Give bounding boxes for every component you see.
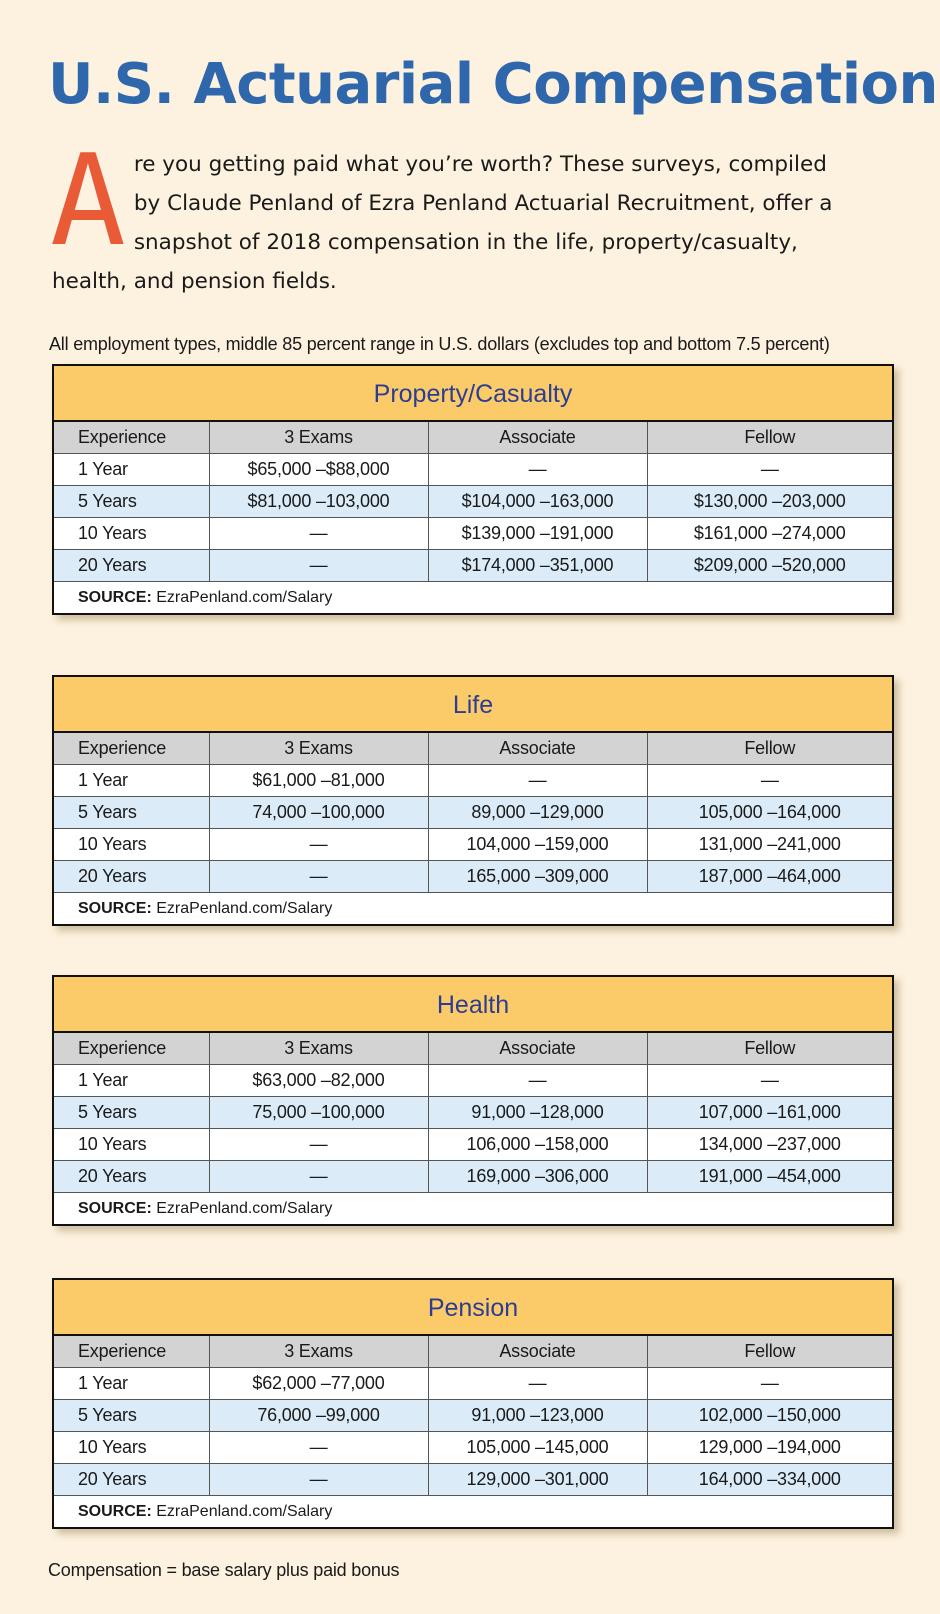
- table-cell: 91,000 –128,000: [428, 1097, 647, 1129]
- compensation-table: [54, 422, 892, 582]
- source-link: EzraPenland.com/Salary: [156, 589, 333, 606]
- column-header: Fellow: [647, 733, 892, 765]
- table-cell: 5 Years: [54, 1097, 209, 1129]
- table-cell: 5 Years: [54, 797, 209, 829]
- table-subtitle: All employment types, middle 85 percent range in U.S. dollars (excludes top and bottom 7.5 percent): [49, 334, 830, 354]
- table-cell: 10 Years: [54, 518, 209, 550]
- table-cell: —: [647, 765, 892, 797]
- source-link: EzraPenland.com/Salary: [156, 1503, 333, 1520]
- table-cell: 1 Year: [54, 1065, 209, 1097]
- table-cell: 20 Years: [54, 1464, 209, 1496]
- table-cell: 165,000 –309,000: [428, 861, 647, 893]
- table-row: [54, 1161, 892, 1193]
- table-cell: —: [209, 829, 428, 861]
- column-header: 3 Exams: [209, 1033, 428, 1065]
- table-row: [54, 1129, 892, 1161]
- table-row: [54, 829, 892, 861]
- table-cell: 91,000 –123,000: [428, 1400, 647, 1432]
- table-cell: $81,000 –103,000: [209, 486, 428, 518]
- table-row: [54, 518, 892, 550]
- table-cell: $174,000 –351,000: [428, 550, 647, 582]
- table-cell: 164,000 –334,000: [647, 1464, 892, 1496]
- table-cell: 20 Years: [54, 1161, 209, 1193]
- intro-text: re you getting paid what you’re worth? These surveys, compiled by Claude Penland of Ezra Penland Actuarial Recruitment, offer a snapshot of 2018 compensation in the life, property/casualty, health, and pension fields.: [52, 152, 833, 294]
- table-row: [54, 1368, 892, 1400]
- table-cell: $104,000 –163,000: [428, 486, 647, 518]
- table-cell: $209,000 –520,000: [647, 550, 892, 582]
- source-label: SOURCE:: [78, 1200, 152, 1217]
- table-cell: 191,000 –454,000: [647, 1161, 892, 1193]
- table-cell: $65,000 –$88,000: [209, 454, 428, 486]
- table-cell: 1 Year: [54, 765, 209, 797]
- table-cell: 5 Years: [54, 1400, 209, 1432]
- table-cell: 20 Years: [54, 861, 209, 893]
- table-header-row: [54, 733, 892, 765]
- column-header: 3 Exams: [209, 422, 428, 454]
- table-cell: 10 Years: [54, 829, 209, 861]
- table-row: [54, 1065, 892, 1097]
- table-row: [54, 861, 892, 893]
- column-header: Fellow: [647, 1033, 892, 1065]
- table-cell: $161,000 –274,000: [647, 518, 892, 550]
- table-cell: $139,000 –191,000: [428, 518, 647, 550]
- table-cell: 5 Years: [54, 486, 209, 518]
- table-cell: 10 Years: [54, 1129, 209, 1161]
- table-source: [54, 893, 892, 924]
- source-label: SOURCE:: [78, 900, 152, 917]
- table-cell: 89,000 –129,000: [428, 797, 647, 829]
- table-cell: 75,000 –100,000: [209, 1097, 428, 1129]
- table-cell: —: [428, 1065, 647, 1097]
- table-cell: —: [647, 1368, 892, 1400]
- table-cell: 107,000 –161,000: [647, 1097, 892, 1129]
- table-row: [54, 1400, 892, 1432]
- table-cell: —: [428, 454, 647, 486]
- table-cell: 104,000 –159,000: [428, 829, 647, 861]
- table-cell: $63,000 –82,000: [209, 1065, 428, 1097]
- table-property-casualty: [52, 364, 894, 615]
- table-cell: $61,000 –81,000: [209, 765, 428, 797]
- table-cell: —: [209, 861, 428, 893]
- table-row: [54, 550, 892, 582]
- source-link: EzraPenland.com/Salary: [156, 900, 333, 917]
- footnote: Compensation = base salary plus paid bonus: [48, 1560, 400, 1580]
- column-header: Experience: [54, 733, 209, 765]
- table-cell: 105,000 –145,000: [428, 1432, 647, 1464]
- table-cell: 187,000 –464,000: [647, 861, 892, 893]
- column-header: Experience: [54, 1033, 209, 1065]
- compensation-table: [54, 1033, 892, 1193]
- table-title: Pension: [54, 1280, 892, 1336]
- table-cell: 131,000 –241,000: [647, 829, 892, 861]
- table-cell: —: [428, 765, 647, 797]
- table-cell: —: [209, 550, 428, 582]
- table-cell: 20 Years: [54, 550, 209, 582]
- table-row: [54, 797, 892, 829]
- column-header: Fellow: [647, 1336, 892, 1368]
- table-source: [54, 1193, 892, 1224]
- table-cell: 169,000 –306,000: [428, 1161, 647, 1193]
- table-header-row: [54, 1033, 892, 1065]
- table-cell: 129,000 –301,000: [428, 1464, 647, 1496]
- table-cell: $62,000 –77,000: [209, 1368, 428, 1400]
- drop-cap: A: [50, 127, 126, 274]
- table-cell: —: [209, 1129, 428, 1161]
- column-header: Fellow: [647, 422, 892, 454]
- column-header: Associate: [428, 422, 647, 454]
- table-cell: —: [209, 1161, 428, 1193]
- table-cell: 10 Years: [54, 1432, 209, 1464]
- table-row: [54, 1097, 892, 1129]
- table-cell: 106,000 –158,000: [428, 1129, 647, 1161]
- table-cell: 1 Year: [54, 1368, 209, 1400]
- table-cell: 129,000 –194,000: [647, 1432, 892, 1464]
- intro-paragraph: [50, 127, 852, 301]
- table-cell: —: [209, 1464, 428, 1496]
- table-row: [54, 1464, 892, 1496]
- table-cell: 134,000 –237,000: [647, 1129, 892, 1161]
- table-cell: 76,000 –99,000: [209, 1400, 428, 1432]
- table-cell: —: [209, 1432, 428, 1464]
- table-row: [54, 1432, 892, 1464]
- column-header: Associate: [428, 733, 647, 765]
- table-cell: 1 Year: [54, 454, 209, 486]
- page-title: U.S. Actuarial Compensation: [48, 52, 938, 117]
- table-cell: —: [428, 1368, 647, 1400]
- source-label: SOURCE:: [78, 589, 152, 606]
- table-cell: $130,000 –203,000: [647, 486, 892, 518]
- table-source: [54, 1496, 892, 1527]
- column-header: Experience: [54, 1336, 209, 1368]
- table-health: [52, 975, 894, 1226]
- column-header: Experience: [54, 422, 209, 454]
- table-cell: —: [647, 1065, 892, 1097]
- compensation-table: [54, 1336, 892, 1496]
- column-header: Associate: [428, 1033, 647, 1065]
- table-row: [54, 486, 892, 518]
- source-link: EzraPenland.com/Salary: [156, 1200, 333, 1217]
- table-row: [54, 454, 892, 486]
- source-label: SOURCE:: [78, 1503, 152, 1520]
- column-header: Associate: [428, 1336, 647, 1368]
- table-cell: —: [647, 454, 892, 486]
- table-life: [52, 675, 894, 926]
- table-title: Health: [54, 977, 892, 1033]
- table-header-row: [54, 1336, 892, 1368]
- table-title: Life: [54, 677, 892, 733]
- table-pension: [52, 1278, 894, 1529]
- table-row: [54, 765, 892, 797]
- table-source: [54, 582, 892, 613]
- table-cell: 105,000 –164,000: [647, 797, 892, 829]
- table-cell: —: [209, 518, 428, 550]
- table-cell: 74,000 –100,000: [209, 797, 428, 829]
- table-title: Property/Casualty: [54, 366, 892, 422]
- table-header-row: [54, 422, 892, 454]
- column-header: 3 Exams: [209, 1336, 428, 1368]
- table-cell: 102,000 –150,000: [647, 1400, 892, 1432]
- column-header: 3 Exams: [209, 733, 428, 765]
- compensation-table: [54, 733, 892, 893]
